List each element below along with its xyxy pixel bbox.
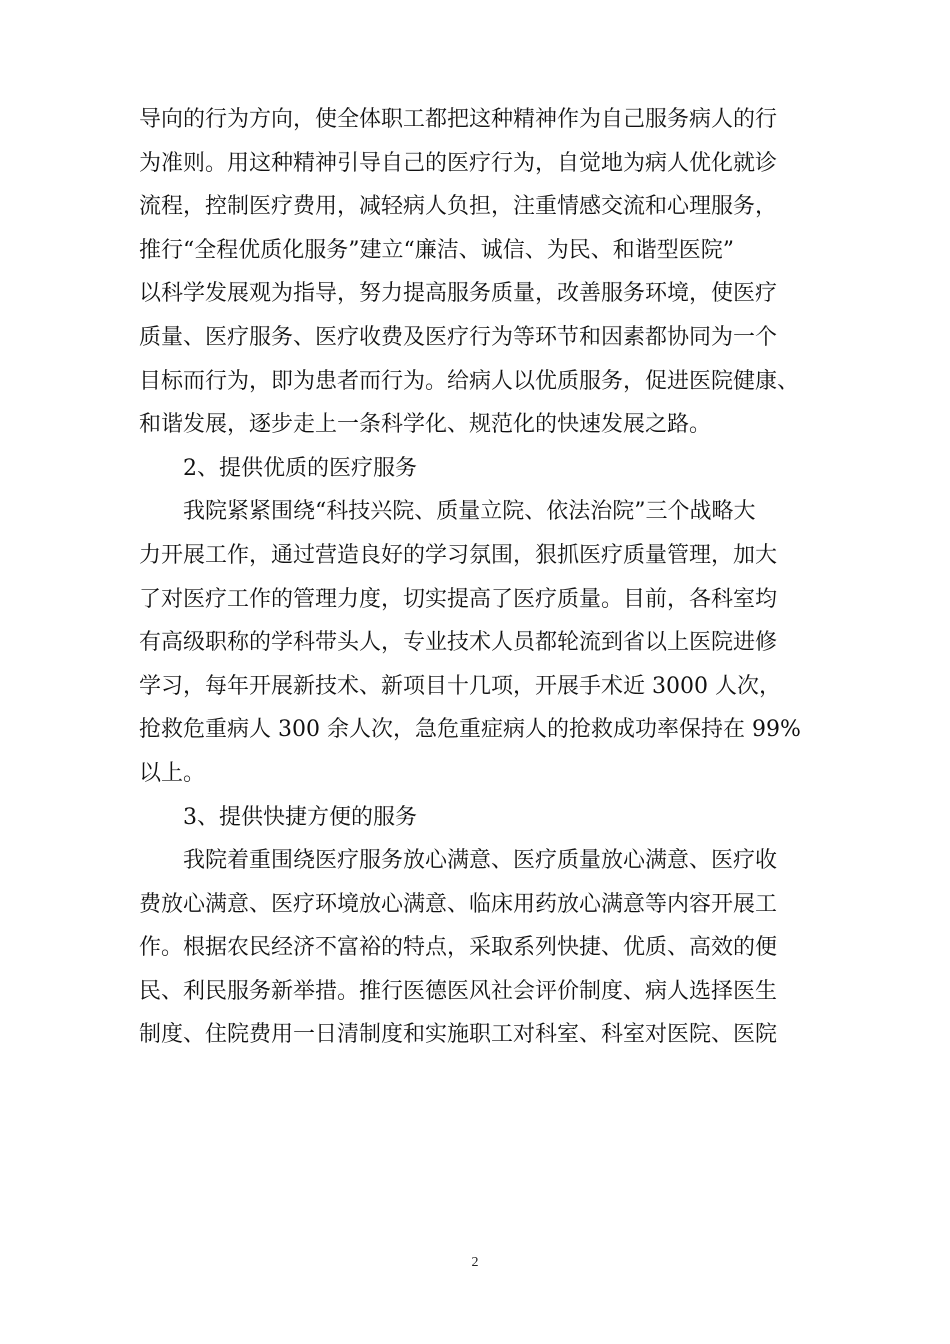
text-line: 我院紧紧围绕“科技兴院、质量立院、依法治院”三个战略大 [183, 499, 756, 525]
text-line: 以科学发展观为指导，努力提高服务质量，改善服务环境，使医疗 [139, 281, 778, 307]
page-number: 2 [471, 1255, 479, 1270]
text-line: 我院着重围绕医疗服务放心满意、医疗质量放心满意、医疗收 [183, 848, 778, 874]
text-line: 导向的行为方向，使全体职工都把这种精神作为自己服务病人的行 [139, 107, 778, 132]
text-line: 质量、医疗服务、医疗收费及医疗行为等环节和因素都协同为一个 [139, 324, 778, 350]
text-line: 目标而行为，即为患者而行为。给病人以优质服务，促进医院健康、 [139, 368, 800, 394]
section-heading: 3、提供快捷方便的服务 [183, 804, 417, 830]
text-line: 民、利民服务新举措。推行医德医风社会评价制度、病人选择医生 [139, 978, 778, 1004]
text-line: 作。根据农民经济不富裕的特点，采取系列快捷、优质、高效的便 [139, 935, 778, 961]
document-body [139, 98, 829, 1057]
text-line: 抢救危重病人 300 余人次，急危重症病人的抢救成功率保持在 99% [139, 717, 801, 743]
section-heading: 2、提供优质的医疗服务 [183, 455, 417, 481]
text-line: 为准则。用这种精神引导自己的医疗行为，自觉地为病人优化就诊 [139, 150, 778, 176]
text-line: 学习，每年开展新技术、新项目十几项，开展手术近 3000 人次， [139, 673, 781, 699]
text-line: 流程，控制医疗费用，减轻病人负担，注重情感交流和心理服务， [139, 194, 778, 220]
text-line: 推行“全程优质化服务”建立“廉洁、诚信、为民、和谐型医院” [139, 237, 734, 263]
text-line: 制度、住院费用一日清制度和实施职工对科室、科室对医院、医院 [139, 1022, 778, 1048]
text-line: 了对医疗工作的管理力度，切实提高了医疗质量。目前，各科室均 [139, 586, 778, 612]
text-line: 有高级职称的学科带头人，专业技术人员都轮流到省以上医院进修 [139, 630, 778, 656]
text-line: 费放心满意、医疗环境放心满意、临床用药放心满意等内容开展工 [139, 891, 778, 917]
text-line: 以上。 [139, 760, 206, 786]
text-line: 和谐发展，逐步走上一条科学化、规范化的快速发展之路。 [139, 412, 712, 438]
text-line: 力开展工作，通过营造良好的学习氛围，狠抓医疗质量管理，加大 [139, 542, 778, 568]
